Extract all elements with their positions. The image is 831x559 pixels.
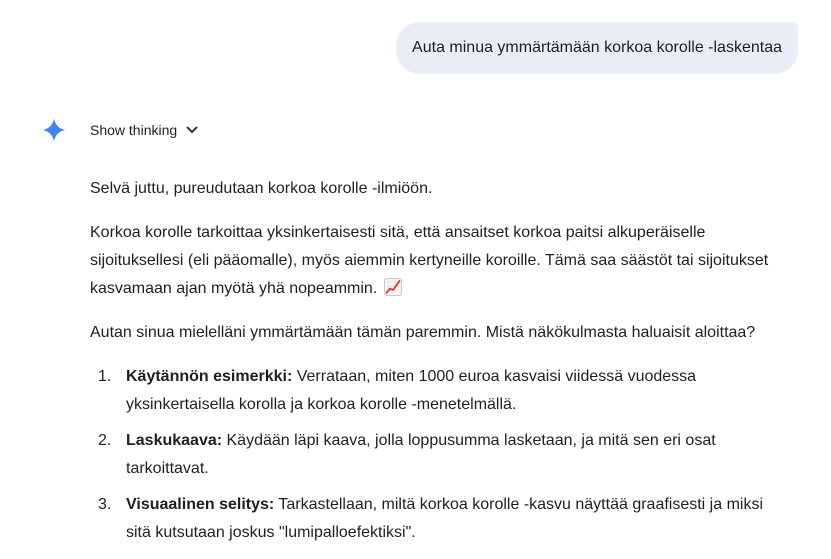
user-message-text: Auta minua ymmärtämään korkoa korolle -laskentaa <box>412 39 782 56</box>
chart-increasing-emoji <box>384 278 402 296</box>
user-message-bubble <box>396 22 798 74</box>
list-item-number: 2. <box>98 432 112 449</box>
response-intro: Selvä juttu, pureudutaan korkoa korolle -ilmiöön. <box>90 180 433 197</box>
list-item-title: Käytännön esimerkki: <box>126 368 293 385</box>
response-explanation-text: Korkoa korolle tarkoittaa yksinkertaisesti sitä, että ansaitset korkoa paitsi alkuperäiselle sijoituksellesi (eli pääomalle), myös aiemmin kertyneille koroille. Tämä saa säästöt tai sijoitukset kasvamaan ajan myötä yhä nopeammin. <box>90 224 769 297</box>
options-list <box>90 363 790 547</box>
list-item <box>90 427 790 483</box>
response-question: Autan sinua mielelläni ymmärtämään tämän paremmin. Mistä näkökulmasta haluaisit aloittaa? <box>90 324 756 341</box>
gemini-spark-icon <box>40 116 68 144</box>
chevron-down-icon <box>185 123 199 137</box>
list-item-text: Käydään läpi kaava, jolla loppusumma lasketaan, ja mitä sen eri osat tarkoittavat. <box>126 432 716 477</box>
list-item <box>90 491 790 547</box>
list-item-text: Verrataan, miten 1000 euroa kasvaisi viidessä vuodessa yksinkertaisella korolla ja korkoa korolle -menetelmällä. <box>126 368 697 413</box>
thinking-row <box>40 116 199 144</box>
assistant-response <box>90 175 790 555</box>
list-item-title: Visuaalinen selitys: <box>126 496 275 513</box>
list-item <box>90 363 790 419</box>
list-item-number: 3. <box>98 496 112 513</box>
list-item-number: 1. <box>98 368 112 385</box>
list-item-text: Tarkastellaan, miltä korkoa korolle -kasvu näyttää graafisesti ja miksi sitä kutsutaan joskus "lumipalloefektiksi". <box>126 496 764 541</box>
list-item-title: Laskukaava: <box>126 432 223 449</box>
show-thinking-button[interactable] <box>90 122 199 138</box>
show-thinking-label: Show thinking <box>90 122 178 138</box>
response-explanation <box>90 219 790 303</box>
